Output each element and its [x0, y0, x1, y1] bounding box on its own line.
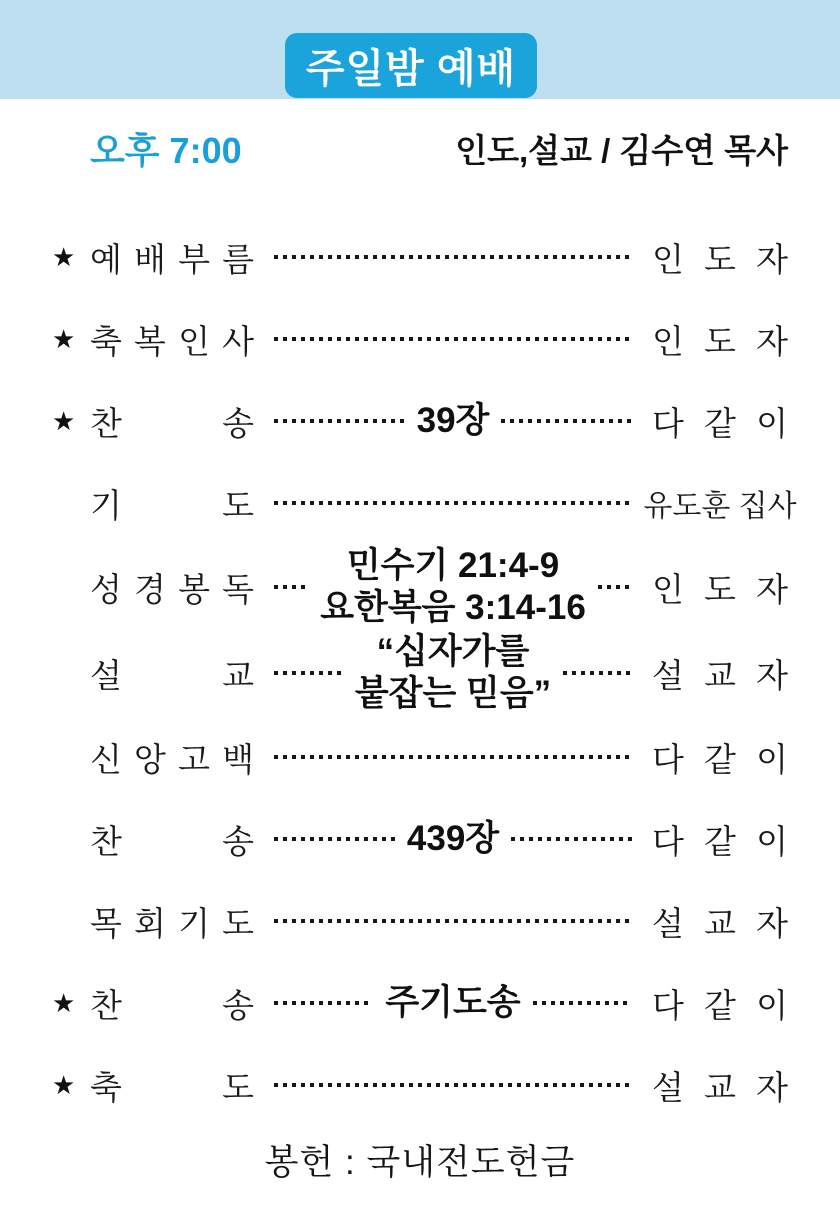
item-performer: 다 같 이	[652, 822, 788, 860]
service-time: 오후 7:00	[90, 129, 242, 171]
dotted-leader	[533, 1001, 632, 1005]
item-performer: 설 교 자	[652, 904, 788, 942]
item-performer: 인 도 자	[652, 322, 788, 360]
dotted-leader	[274, 919, 632, 923]
dotted-leader	[274, 837, 395, 841]
star-icon: ★	[52, 987, 76, 1018]
item-label: 찬 송	[90, 986, 254, 1024]
program-row	[0, 716, 840, 798]
dotted-leader-area	[268, 501, 638, 505]
dotted-leader-area	[268, 1083, 638, 1087]
program-row	[0, 880, 840, 962]
dotted-leader-area	[268, 982, 638, 1024]
item-label: 목 회 기 도	[90, 904, 254, 942]
dotted-leader-area	[268, 545, 638, 629]
program-row	[0, 462, 840, 544]
item-detail-line: 주기도송	[385, 983, 521, 1022]
item-performer: 다 같 이	[652, 740, 788, 778]
dotted-leader-area	[268, 255, 638, 259]
item-detail	[349, 631, 557, 715]
item-detail-line: 39장	[416, 401, 490, 440]
dotted-leader-area	[268, 755, 638, 759]
dotted-leader	[563, 671, 632, 675]
item-detail-line: “십자가를	[376, 632, 530, 671]
dotted-leader	[501, 419, 632, 423]
item-label: 찬 송	[90, 822, 254, 860]
dotted-leader	[274, 501, 632, 505]
program-row	[0, 1044, 840, 1126]
dotted-leader	[274, 419, 405, 423]
item-detail	[401, 818, 505, 860]
dotted-leader	[274, 1001, 373, 1005]
dotted-leader	[274, 755, 632, 759]
dotted-leader-area	[268, 337, 638, 341]
item-detail-line: 439장	[406, 819, 500, 858]
item-performer: 설 교 자	[652, 1068, 788, 1106]
dotted-leader-area	[268, 631, 638, 715]
item-detail-line: 붙잡는 믿음”	[354, 674, 552, 713]
star-icon: ★	[52, 1069, 76, 1100]
program-row	[0, 962, 840, 1044]
item-performer: 다 같 이	[652, 986, 788, 1024]
program-row	[0, 630, 840, 716]
star-icon: ★	[52, 323, 76, 354]
item-label: 성 경 봉 독	[90, 570, 254, 608]
item-label: 축 복 인 사	[90, 322, 254, 360]
dotted-leader	[274, 585, 308, 589]
item-detail	[379, 982, 526, 1024]
dotted-leader	[598, 585, 632, 589]
item-performer: 설 교 자	[652, 656, 788, 694]
item-performer: 인 도 자	[652, 570, 788, 608]
program-row	[0, 798, 840, 880]
program-list	[0, 216, 840, 1126]
dotted-leader	[274, 337, 632, 341]
service-leaders: 인도,설교 / 김수연 목사	[455, 131, 788, 169]
dotted-leader	[511, 837, 632, 841]
item-detail	[314, 545, 592, 629]
item-label: 예 배 부 름	[90, 240, 254, 278]
dotted-leader	[274, 671, 343, 675]
item-label: 축 도	[90, 1068, 254, 1106]
item-performer: 인 도 자	[652, 240, 788, 278]
item-label: 기 도	[90, 486, 254, 524]
service-title: 주일밤 예배	[305, 47, 517, 91]
dotted-leader-area	[268, 818, 638, 860]
item-detail	[411, 400, 496, 442]
star-icon: ★	[52, 241, 76, 272]
dotted-leader	[274, 1083, 632, 1087]
item-label: 설 교	[90, 656, 254, 694]
program-row	[0, 298, 840, 380]
meta-row	[90, 124, 788, 172]
offering-note: 봉헌 : 국내전도헌금	[264, 1143, 576, 1182]
item-detail-line: 요한복음 3:14-16	[320, 588, 586, 627]
program-row	[0, 380, 840, 462]
dotted-leader-area	[268, 400, 638, 442]
item-performer: 유도훈 집사	[643, 490, 797, 523]
dotted-leader	[274, 255, 632, 259]
item-label: 신 앙 고 백	[90, 740, 254, 778]
program-row	[0, 216, 840, 298]
item-detail-line: 민수기 21:4-9	[346, 546, 560, 585]
service-title-box	[285, 33, 537, 98]
item-performer: 다 같 이	[652, 404, 788, 442]
star-icon: ★	[52, 405, 76, 436]
item-label: 찬 송	[90, 404, 254, 442]
program-row	[0, 544, 840, 630]
dotted-leader-area	[268, 919, 638, 923]
